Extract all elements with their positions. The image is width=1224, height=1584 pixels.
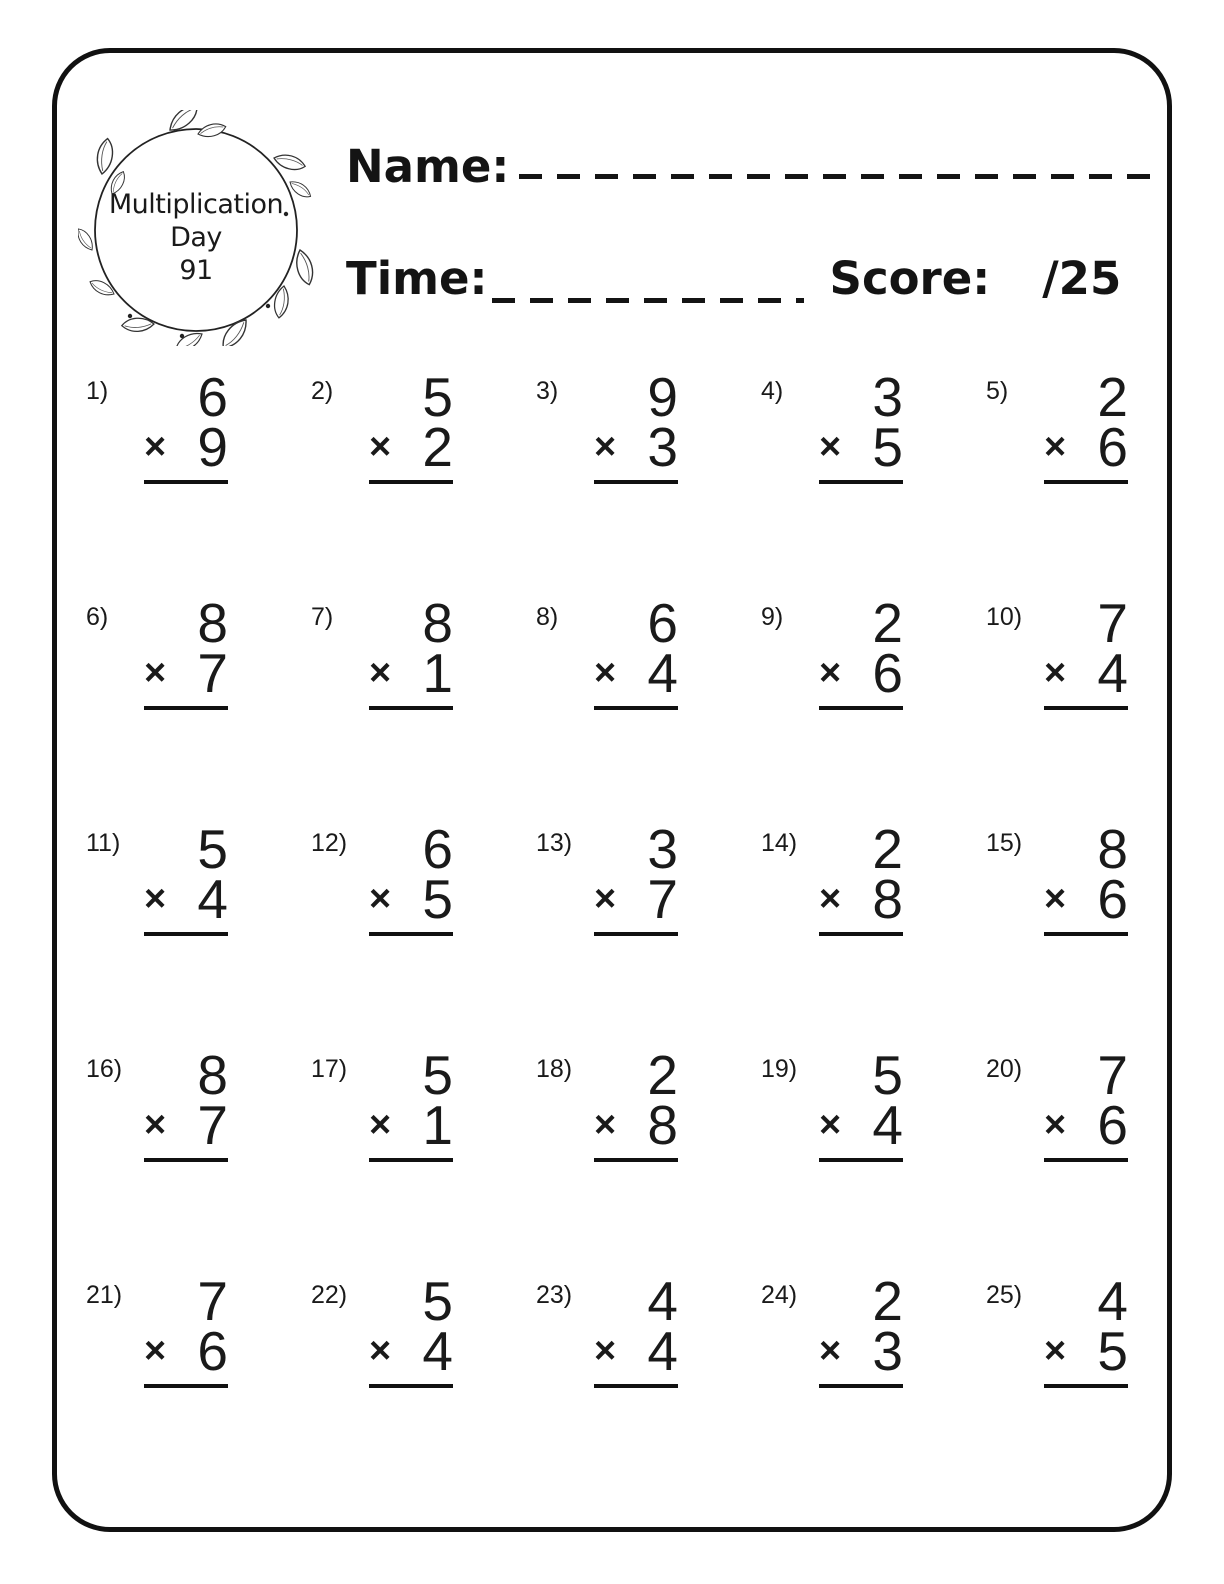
multiplier: 6 <box>197 1320 228 1382</box>
answer-area[interactable] <box>819 1158 903 1218</box>
multiplicand: 6 <box>422 818 453 880</box>
multiplicand: 8 <box>422 592 453 654</box>
answer-area[interactable] <box>144 706 228 766</box>
problem-number: 10) <box>986 603 1023 631</box>
multiply-icon: × <box>144 1330 167 1372</box>
problem-cell <box>311 592 536 824</box>
multiply-icon: × <box>369 652 392 694</box>
multiplier: 4 <box>647 642 678 704</box>
multiplicand: 7 <box>197 1270 228 1332</box>
multiplier: 6 <box>1097 1094 1128 1156</box>
multiply-icon: × <box>144 878 167 920</box>
problem-expression <box>1044 366 1128 540</box>
problem-number: 7) <box>311 603 334 631</box>
problem-expression <box>144 818 228 992</box>
name-row <box>346 140 1159 193</box>
problem-expression <box>369 1270 453 1444</box>
multiply-icon: × <box>369 426 392 468</box>
problem-expression <box>369 818 453 992</box>
problem-expression <box>144 592 228 766</box>
multiplier: 6 <box>1097 868 1128 930</box>
problem-number: 21) <box>86 1281 123 1309</box>
multiplier: 4 <box>872 1094 903 1156</box>
problem-expression <box>144 1044 228 1218</box>
answer-area[interactable] <box>369 706 453 766</box>
name-fill-in-line[interactable] <box>519 174 1159 179</box>
multiply-icon: × <box>1044 878 1067 920</box>
multiply-icon: × <box>1044 426 1067 468</box>
multiplicand: 5 <box>197 818 228 880</box>
multiplicand: 2 <box>1097 366 1128 428</box>
multiplicand: 3 <box>872 366 903 428</box>
problem-expression <box>819 366 903 540</box>
multiplicand: 6 <box>197 366 228 428</box>
multiplier: 4 <box>422 1320 453 1382</box>
problem-cell <box>536 1044 761 1276</box>
time-score-row <box>346 252 1121 305</box>
answer-area[interactable] <box>1044 1158 1128 1218</box>
answer-area[interactable] <box>1044 1384 1128 1444</box>
multiplicand: 7 <box>1097 592 1128 654</box>
multiply-icon: × <box>819 426 842 468</box>
answer-area[interactable] <box>594 706 678 766</box>
answer-area[interactable] <box>369 1158 453 1218</box>
problem-cell <box>536 592 761 824</box>
problem-expression <box>819 818 903 992</box>
multiplier: 4 <box>1097 642 1128 704</box>
multiplier: 8 <box>647 1094 678 1156</box>
problem-expression <box>594 1270 678 1444</box>
multiply-icon: × <box>369 1104 392 1146</box>
multiplicand: 5 <box>422 1270 453 1332</box>
multiply-icon: × <box>369 1330 392 1372</box>
problem-number: 13) <box>536 829 573 857</box>
multiplier: 5 <box>872 416 903 478</box>
multiplicand: 2 <box>872 818 903 880</box>
multiply-icon: × <box>594 652 617 694</box>
problem-expression <box>1044 592 1128 766</box>
problem-number: 16) <box>86 1055 123 1083</box>
answer-area[interactable] <box>819 706 903 766</box>
problem-number: 24) <box>761 1281 798 1309</box>
multiplier: 5 <box>422 868 453 930</box>
problem-expression <box>819 592 903 766</box>
answer-area[interactable] <box>819 1384 903 1444</box>
multiply-icon: × <box>819 1330 842 1372</box>
multiply-icon: × <box>144 426 167 468</box>
problem-cell <box>86 818 311 1050</box>
multiplier: 7 <box>197 1094 228 1156</box>
problem-number: 23) <box>536 1281 573 1309</box>
problem-expression <box>594 366 678 540</box>
answer-area[interactable] <box>144 1158 228 1218</box>
multiplier: 3 <box>647 416 678 478</box>
problem-number: 25) <box>986 1281 1023 1309</box>
problem-number: 4) <box>761 377 784 405</box>
problem-cell <box>86 592 311 824</box>
problem-expression <box>369 1044 453 1218</box>
problem-number: 22) <box>311 1281 348 1309</box>
problem-number: 14) <box>761 829 798 857</box>
multiply-icon: × <box>594 426 617 468</box>
answer-area[interactable] <box>594 1158 678 1218</box>
multiply-icon: × <box>1044 652 1067 694</box>
problem-cell <box>86 366 311 598</box>
answer-area[interactable] <box>594 480 678 540</box>
multiplier: 9 <box>197 416 228 478</box>
answer-area[interactable] <box>819 480 903 540</box>
answer-area[interactable] <box>819 932 903 992</box>
multiply-icon: × <box>144 652 167 694</box>
problem-cell <box>761 366 986 598</box>
problem-number: 17) <box>311 1055 348 1083</box>
problem-cell <box>536 366 761 598</box>
multiplicand: 8 <box>197 592 228 654</box>
multiplicand: 2 <box>647 1044 678 1106</box>
multiplicand: 6 <box>647 592 678 654</box>
logo-line-2: Day <box>170 222 222 253</box>
multiply-icon: × <box>819 1104 842 1146</box>
multiplicand: 2 <box>872 592 903 654</box>
problem-number: 15) <box>986 829 1023 857</box>
answer-area[interactable] <box>1044 706 1128 766</box>
multiplier: 3 <box>872 1320 903 1382</box>
problem-expression <box>1044 1044 1128 1218</box>
problem-cell <box>761 1044 986 1276</box>
problem-cell <box>986 1044 1211 1276</box>
multiplier: 7 <box>197 642 228 704</box>
problem-number: 6) <box>86 603 109 631</box>
problem-cell <box>536 818 761 1050</box>
answer-area[interactable] <box>369 932 453 992</box>
answer-area[interactable] <box>369 1384 453 1444</box>
problem-cell <box>86 1270 311 1502</box>
answer-area[interactable] <box>144 1384 228 1444</box>
multiplier: 2 <box>422 416 453 478</box>
multiplicand: 5 <box>422 366 453 428</box>
logo-line-1: Multiplication <box>108 189 284 220</box>
problem-expression <box>369 592 453 766</box>
multiplicand: 4 <box>1097 1270 1128 1332</box>
problem-number: 1) <box>86 377 109 405</box>
problem-cell <box>311 1270 536 1502</box>
problem-expression <box>594 818 678 992</box>
multiplicand: 5 <box>872 1044 903 1106</box>
score-label: Score: <box>829 252 991 305</box>
answer-area[interactable] <box>369 480 453 540</box>
name-label: Name: <box>346 140 510 193</box>
multiplicand: 9 <box>647 366 678 428</box>
multiplicand: 3 <box>647 818 678 880</box>
problem-cell <box>311 366 536 598</box>
problem-number: 3) <box>536 377 559 405</box>
problem-expression <box>594 592 678 766</box>
problem-cell <box>986 1270 1211 1502</box>
problem-expression <box>1044 818 1128 992</box>
time-label: Time: <box>346 252 488 305</box>
multiply-icon: × <box>369 878 392 920</box>
multiplicand: 2 <box>872 1270 903 1332</box>
problem-cell <box>311 1044 536 1276</box>
problem-expression <box>369 366 453 540</box>
multiplier: 8 <box>872 868 903 930</box>
problem-cell <box>986 366 1211 598</box>
multiply-icon: × <box>1044 1330 1067 1372</box>
multiplier: 7 <box>647 868 678 930</box>
problem-cell <box>536 1270 761 1502</box>
problem-number: 8) <box>536 603 559 631</box>
problem-number: 18) <box>536 1055 573 1083</box>
problem-number: 11) <box>86 829 121 857</box>
problem-number: 20) <box>986 1055 1023 1083</box>
problem-cell <box>311 818 536 1050</box>
multiply-icon: × <box>144 1104 167 1146</box>
multiply-icon: × <box>819 878 842 920</box>
logo-text <box>78 188 314 287</box>
problem-cell <box>86 1044 311 1276</box>
multiplier: 4 <box>647 1320 678 1382</box>
problem-expression <box>819 1270 903 1444</box>
multiplier: 1 <box>422 1094 453 1156</box>
problem-cell <box>761 592 986 824</box>
logo-line-3: 91 <box>179 255 213 286</box>
problem-expression <box>819 1044 903 1218</box>
multiply-icon: × <box>594 878 617 920</box>
time-fill-in-line[interactable] <box>492 298 804 303</box>
problem-expression <box>144 366 228 540</box>
answer-area[interactable] <box>144 932 228 992</box>
problem-expression <box>1044 1270 1128 1444</box>
multiply-icon: × <box>594 1330 617 1372</box>
multiply-icon: × <box>594 1104 617 1146</box>
answer-area[interactable] <box>144 480 228 540</box>
answer-area[interactable] <box>594 932 678 992</box>
multiplier: 1 <box>422 642 453 704</box>
multiplicand: 8 <box>197 1044 228 1106</box>
worksheet-logo <box>78 110 314 346</box>
multiplicand: 8 <box>1097 818 1128 880</box>
problem-number: 19) <box>761 1055 798 1083</box>
multiplicand: 5 <box>422 1044 453 1106</box>
problem-expression <box>144 1270 228 1444</box>
problem-cell <box>986 592 1211 824</box>
problem-number: 2) <box>311 377 334 405</box>
problem-number: 9) <box>761 603 784 631</box>
multiplier: 4 <box>197 868 228 930</box>
problems-grid <box>86 366 1211 1502</box>
problem-number: 5) <box>986 377 1009 405</box>
multiplier: 6 <box>1097 416 1128 478</box>
multiply-icon: × <box>819 652 842 694</box>
problem-cell <box>761 818 986 1050</box>
answer-area[interactable] <box>1044 932 1128 992</box>
answer-area[interactable] <box>1044 480 1128 540</box>
multiply-icon: × <box>1044 1104 1067 1146</box>
problem-cell <box>986 818 1211 1050</box>
multiplier: 6 <box>872 642 903 704</box>
answer-area[interactable] <box>594 1384 678 1444</box>
score-value: /25 <box>1042 252 1122 305</box>
multiplicand: 7 <box>1097 1044 1128 1106</box>
problem-number: 12) <box>311 829 348 857</box>
multiplicand: 4 <box>647 1270 678 1332</box>
problem-expression <box>594 1044 678 1218</box>
problem-cell <box>761 1270 986 1502</box>
multiplier: 5 <box>1097 1320 1128 1382</box>
